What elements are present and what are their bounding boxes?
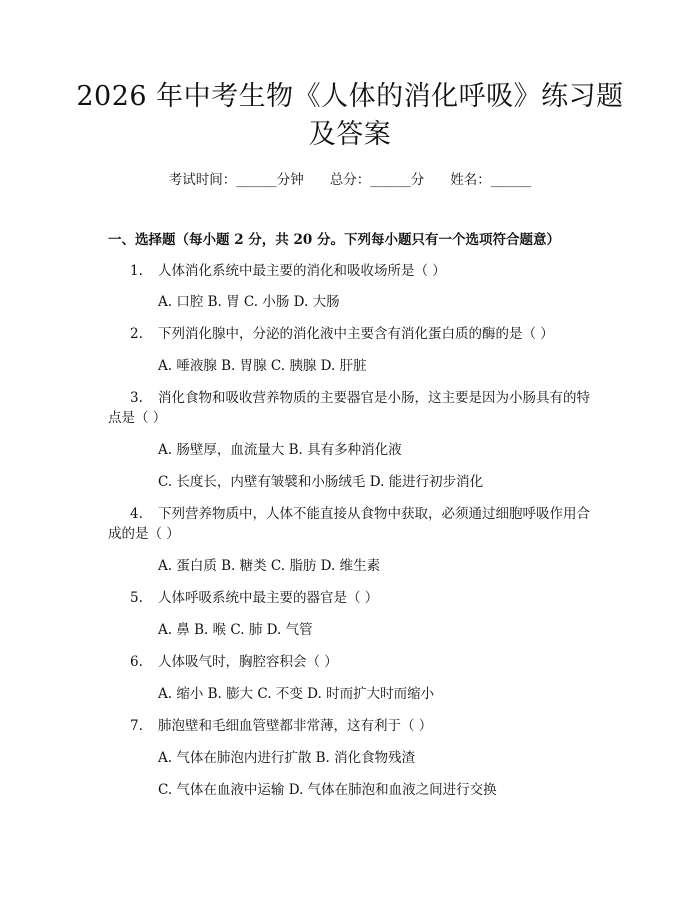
question-number: 5. (130, 590, 143, 606)
question-6-options: A. 缩小 B. 膨大 C. 不变 D. 时而扩大时而缩小 (158, 686, 435, 702)
question-text: 人体消化系统中最主要的消化和吸收场所是（ ） (158, 263, 446, 279)
question-number: 7. (130, 718, 143, 734)
section-heading: 一、选择题（每小题 2 分，共 20 分。下列每小题只有一个选项符合题意） (108, 232, 560, 248)
question-3-options-line1: A. 肠壁厚，血流量大 B. 具有多种消化液 (158, 442, 402, 458)
question-7 (108, 716, 602, 736)
exam-score: 总分：______分 (329, 172, 425, 188)
exam-meta (0, 168, 700, 188)
student-name: 姓名：______ (450, 172, 532, 188)
question-number: 4. (130, 506, 143, 522)
question-1 (108, 261, 602, 281)
question-text: 下列营养物质中，人体不能直接从食物中获取，必须通过细胞呼吸作用合成的是（ ） (108, 506, 590, 542)
question-5-options: A. 鼻 B. 喉 C. 肺 D. 气管 (158, 622, 313, 638)
question-3 (108, 388, 602, 428)
question-2 (108, 324, 602, 344)
question-2-options: A. 唾液腺 B. 胃腺 C. 胰腺 D. 肝脏 (158, 358, 367, 374)
question-7-options-line2: C. 气体在血液中运输 D. 气体在肺泡和血液之间进行交换 (158, 782, 497, 798)
question-1-options: A. 口腔 B. 胃 C. 小肠 D. 大肠 (158, 294, 340, 310)
question-text: 下列消化腺中，分泌的消化液中主要含有消化蛋白质的酶的是（ ） (158, 326, 554, 342)
question-number: 3. (130, 390, 143, 406)
question-number: 1. (130, 263, 143, 279)
question-3-options-line2: C. 长度长，内壁有皱襞和小肠绒毛 D. 能进行初步消化 (158, 474, 484, 490)
question-text: 肺泡壁和毛细血管壁都非常薄，这有利于（ ） (158, 718, 433, 734)
question-text: 人体呼吸系统中最主要的器官是（ ） (158, 590, 379, 606)
question-number: 2. (130, 326, 143, 342)
page-title: 2026 年中考生物《人体的消化呼吸》练习题及答案 (76, 81, 624, 150)
exam-time: 考试时间：______分钟 (168, 172, 304, 188)
question-text: 消化食物和吸收营养物质的主要器官是小肠，这主要是因为小肠具有的特点是（ ） (108, 390, 590, 426)
question-number: 6. (130, 654, 143, 670)
question-6 (108, 652, 602, 672)
question-4-options: A. 蛋白质 B. 糖类 C. 脂肪 D. 维生素 (158, 558, 381, 574)
question-7-options-line1: A. 气体在肺泡内进行扩散 B. 消化食物残渣 (158, 750, 416, 766)
question-text: 人体吸气时，胸腔容积会（ ） (158, 654, 338, 670)
question-4 (108, 504, 602, 544)
question-5 (108, 588, 602, 608)
